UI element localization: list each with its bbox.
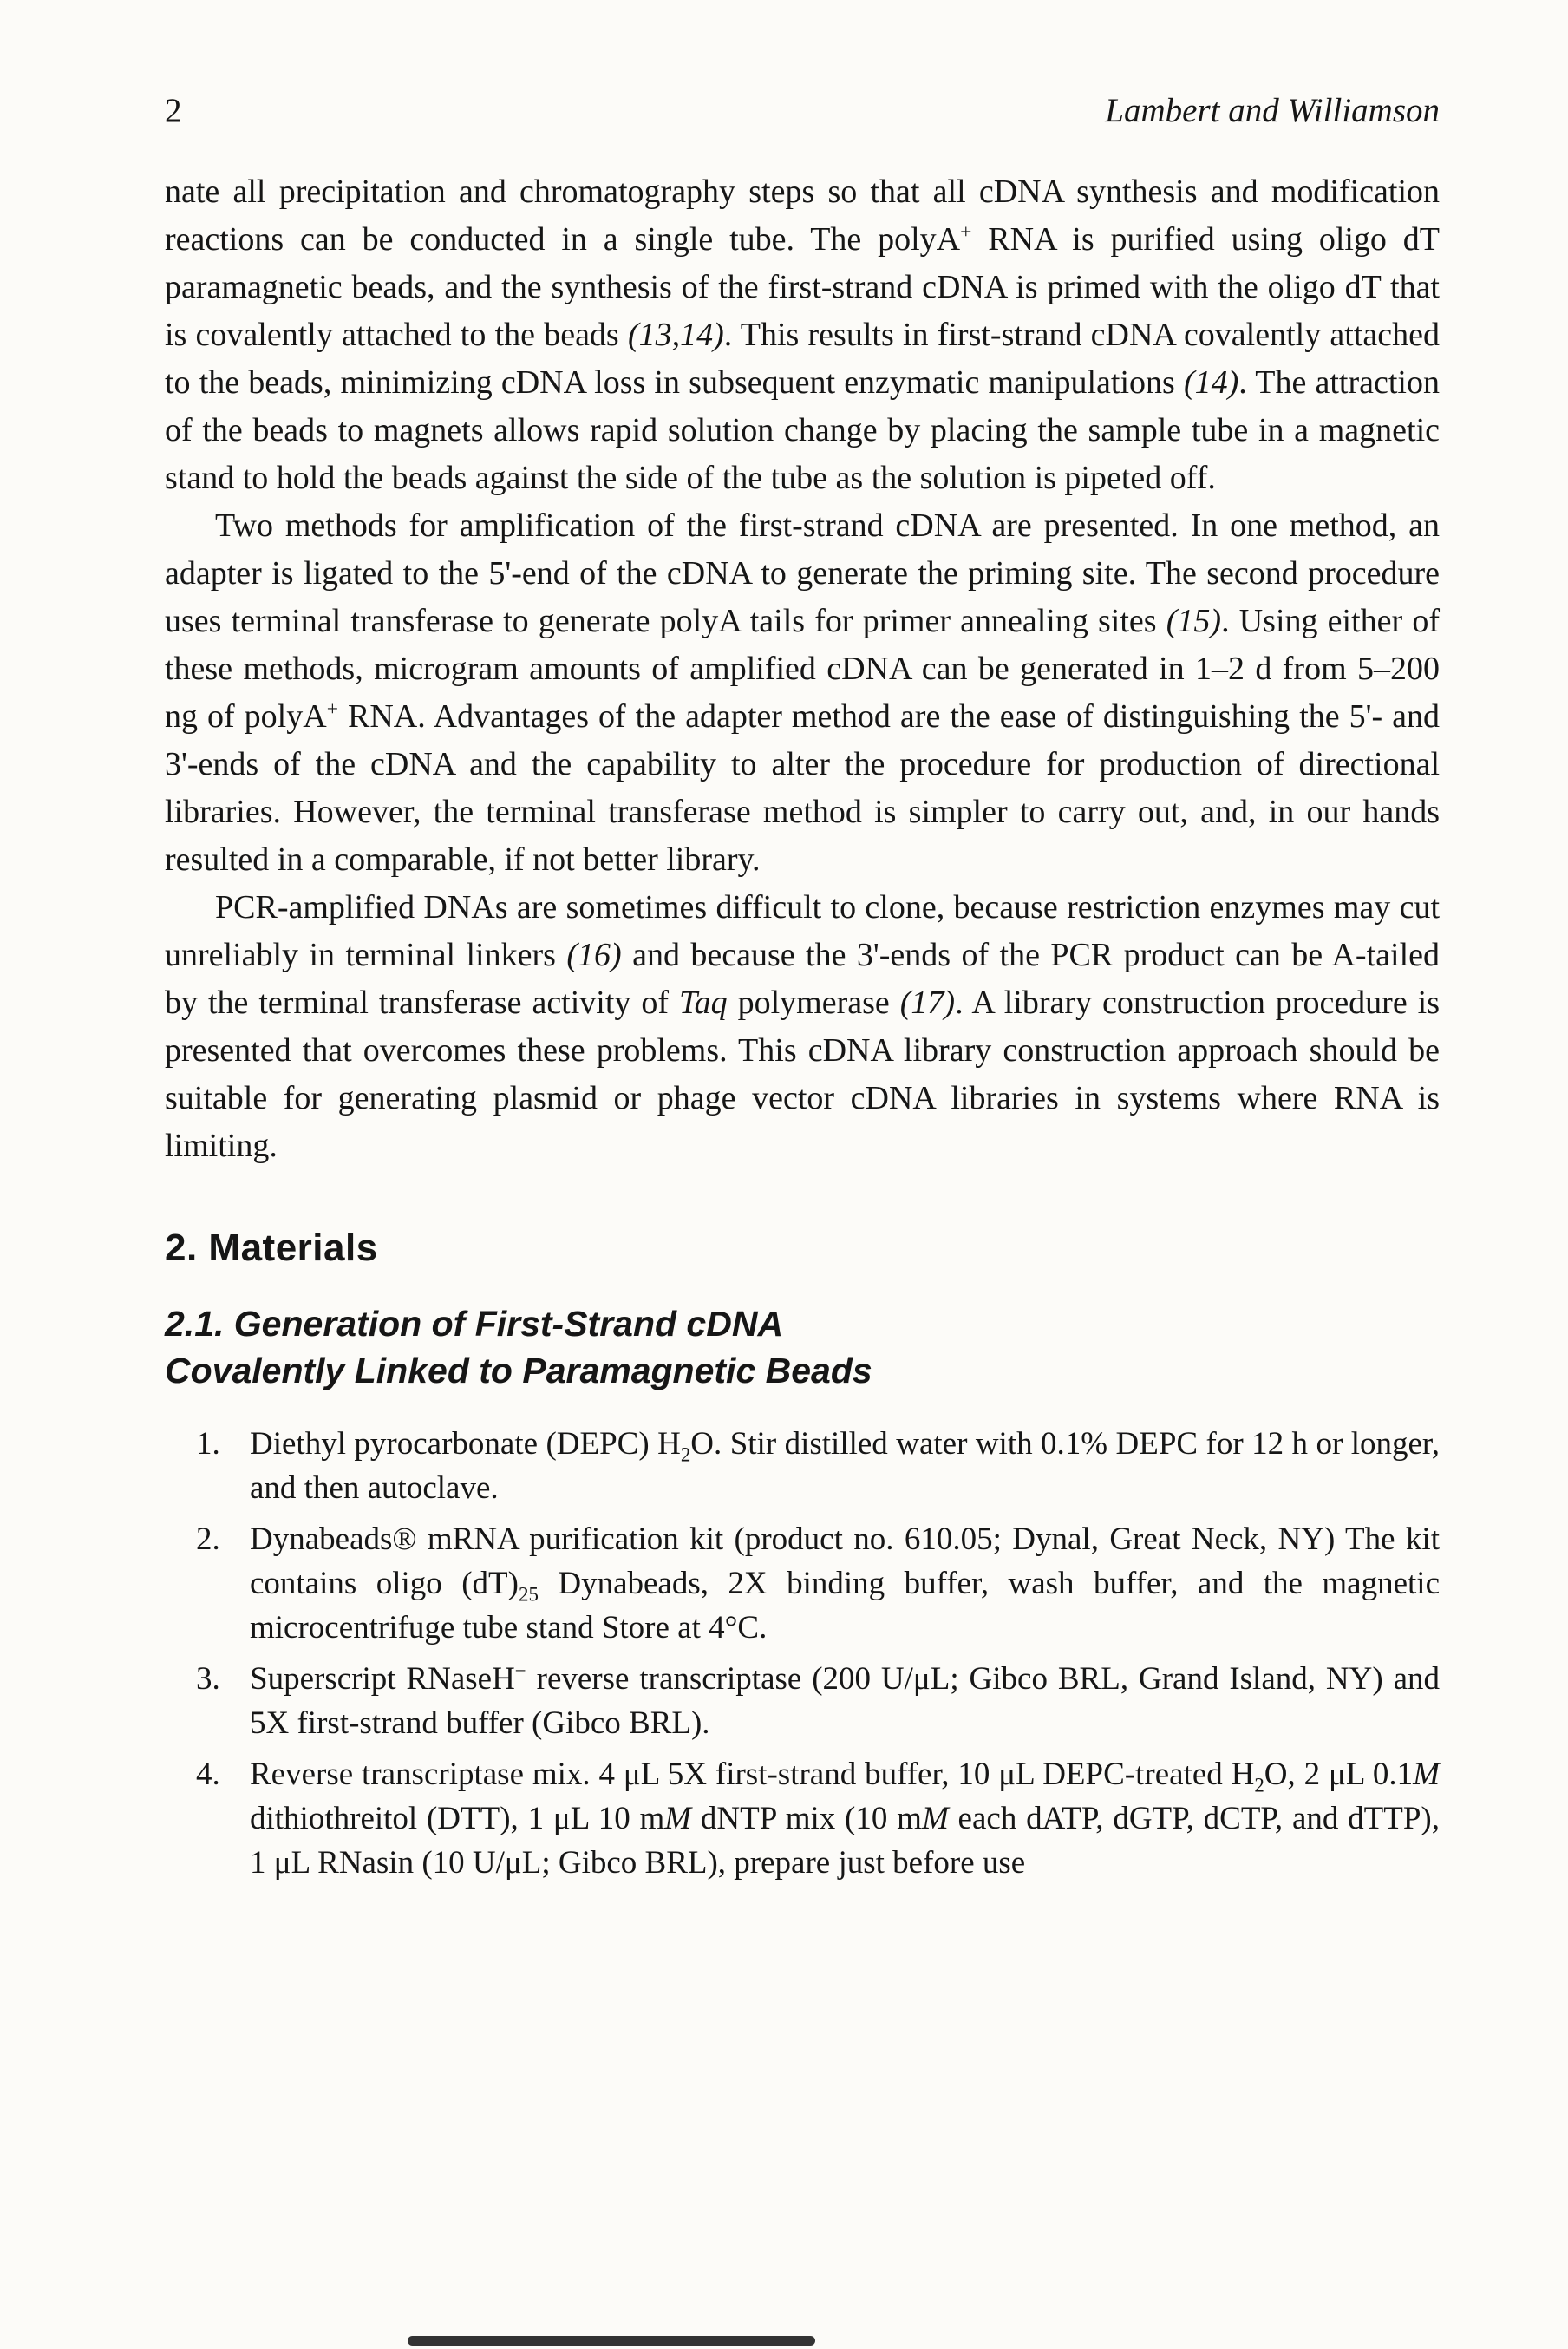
body-content: [165, 168, 1440, 1885]
list-item-text: Reverse transcriptase mix. 4 μL 5X first-strand buffer, 10 μL DEPC-treated $H_2O$, 2 μL 0.1M dithiothreitol (DTT), 1 μL 10 mM dNTP mix (10 mM each dATP, dGTP, dCTP, and dTTP), 1 μL RNasin (10 U/μL; Gibco BRL), prepare just before use: [250, 1757, 1441, 1881]
list-item-number: 4.: [196, 1757, 220, 1792]
paragraph: nate all precipitation and chromatography steps so that all cDNA synthesis and modification reactions can be conducted in a single tube. The polyA+ RNA is purified using oligo dT paramagnetic beads, and the synthesis of the first-strand cDNA is primed with the oligo dT that is covalently attached to the beads (13,14). This results in first-strand cDNA covalently attached to the beads, minimizing cDNA loss in subsequent enzymatic manipulations (14). The attraction of the beads to magnets allows rapid solution change by placing the sample tube in a magnetic stand to hold the beads against the side of the tube as the solution is pipeted off.: [165, 173, 1441, 496]
list-item-number: 2.: [196, 1521, 220, 1557]
materials-list-item: [196, 1517, 1440, 1650]
scan-artifact: [408, 2336, 815, 2346]
subsection-heading-line1: 2.1. Generation of First-Strand cDNA: [165, 1304, 784, 1344]
list-item-text: Diethyl pyrocarbonate (DEPC) $H_2O$. Stir distilled water with 0.1% DEPC for 12 h or longer, and then autoclave.: [250, 1426, 1440, 1506]
materials-list-item: [196, 1657, 1440, 1745]
list-item-number: 3.: [196, 1661, 220, 1697]
paragraph: PCR-amplified DNAs are sometimes difficult to clone, because restriction enzymes may cut unreliably in terminal linkers (16) and because the 3'-ends of the PCR product can be A-tailed by the terminal transferase activity of Taq polymerase (17). A library construction procedure is presented that overcomes these problems. This cDNA library construction approach should be suitable for generating plasmid or phage vector cDNA libraries in systems where RNA is limiting.: [165, 889, 1441, 1164]
section-heading-materials: 2. Materials: [165, 1227, 378, 1269]
list-item-text: Superscript RNaseH− reverse transcriptase (200 U/μL; Gibco BRL, Grand Island, NY) and 5X first-strand buffer (Gibco BRL).: [250, 1659, 1440, 1741]
subsection-heading-line2: Covalently Linked to Paramagnetic Beads: [165, 1351, 872, 1390]
materials-list: [165, 1422, 1440, 1885]
subsection-heading: [165, 1300, 1440, 1394]
page-number: 2: [165, 92, 182, 129]
running-head-title: Lambert and Williamson: [1105, 92, 1440, 129]
materials-list-item: [196, 1422, 1440, 1510]
page-header: [165, 90, 1440, 132]
paragraphs-block: [165, 168, 1440, 1170]
materials-list-item: [196, 1752, 1440, 1885]
list-item-text: Dynabeads® mRNA purification kit (product no. 610.05; Dynal, Great Neck, NY) The kit contains oligo $(dT)_{25}$ Dynabeads, 2X binding buffer, wash buffer, and the magnetic microcentrifuge tube stand Store at 4°C.: [250, 1521, 1440, 1646]
paragraph: Two methods for amplification of the first-strand cDNA are presented. In one method, an adapter is ligated to the 5'-end of the cDNA to generate the priming site. The second procedure uses terminal transferase to generate polyA tails for primer annealing sites (15). Using either of these methods, microgram amounts of amplified cDNA can be generated in 1–2 d from 5–200 ng of polyA+ RNA. Advantages of the adapter method are the ease of distinguishing the 5'- and 3'-ends of the cDNA and the capability to alter the procedure for production of directional libraries. However, the terminal transferase method is simpler to carry out, and, in our hands resulted in a comparable, if not better library.: [165, 507, 1441, 878]
list-item-number: 1.: [196, 1426, 220, 1462]
